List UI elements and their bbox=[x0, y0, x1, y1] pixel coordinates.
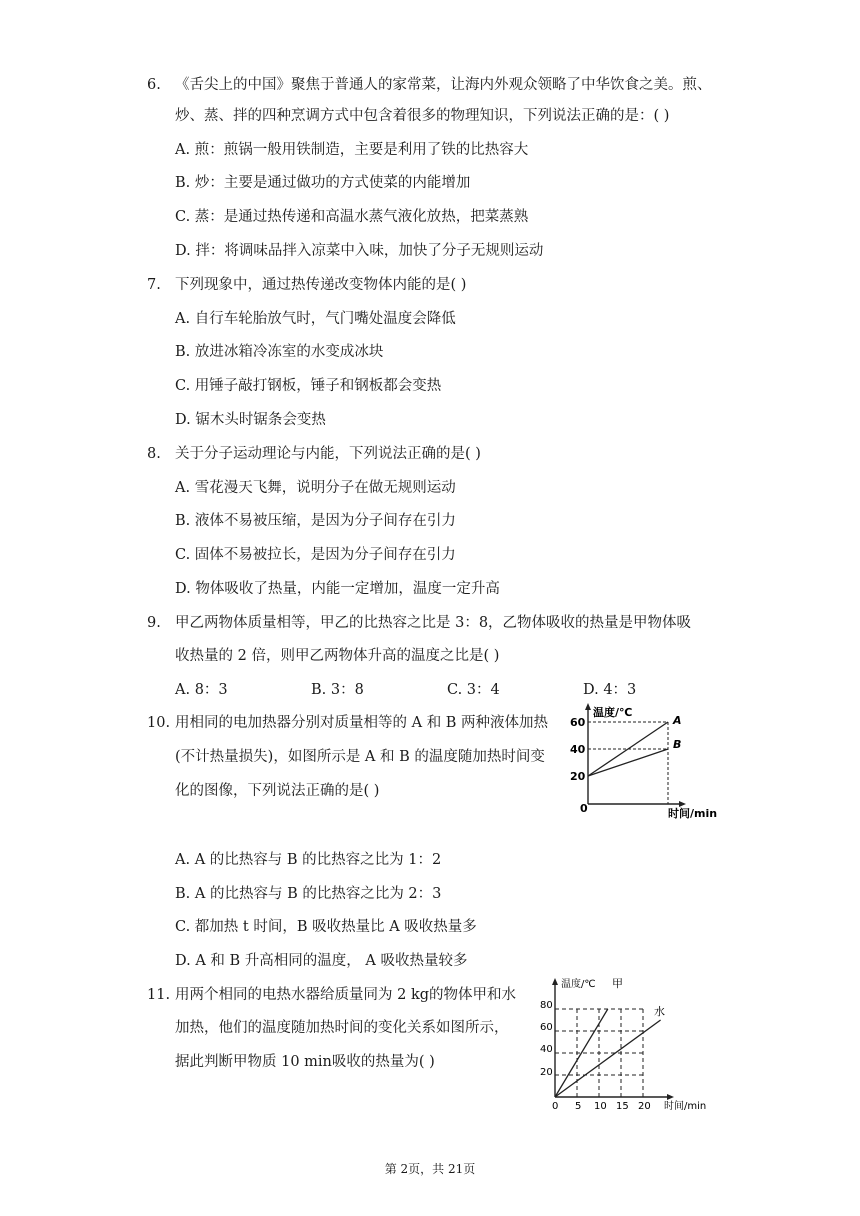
q11-y-tick-60: 60 bbox=[540, 1022, 553, 1033]
q9-stem-line2: 收热量的 2 倍，则甲乙两物体升高的温度之比是( ) bbox=[175, 648, 500, 664]
q9-option-b: B. 3：8 bbox=[311, 682, 364, 698]
q11-x-tick-10: 10 bbox=[594, 1101, 607, 1112]
q9-option-c: C. 3：4 bbox=[447, 682, 500, 698]
q8-option-a: A. 雪花漫天飞舞，说明分子在做无规则运动 bbox=[175, 480, 456, 496]
q11-y-tick-20: 20 bbox=[540, 1067, 553, 1078]
q11-temperature-chart bbox=[530, 975, 725, 1115]
q6-stem-line2: 炒、蒸、拌的四种烹调方式中包含着很多的物理知识，下列说法正确的是：( ) bbox=[175, 108, 670, 124]
q11-y-axis-label: 温度/℃ bbox=[561, 979, 596, 990]
page-footer: 第 2页，共 21页 bbox=[384, 1162, 476, 1176]
q11-number: 11. bbox=[147, 987, 171, 1003]
q10-x-axis-label: 时间/min bbox=[668, 807, 718, 820]
q6-number: 6. bbox=[147, 77, 161, 93]
q8-option-d: D. 物体吸收了热量，内能一定增加，温度一定升高 bbox=[175, 581, 500, 597]
q11-x-axis-label: 时间/min bbox=[664, 1101, 707, 1112]
q6-option-b: B. 炒：主要是通过做功的方式使菜的内能增加 bbox=[175, 175, 471, 191]
q7-option-d: D. 锯木头时锯条会变热 bbox=[175, 412, 326, 428]
q10-stem-line1: 用相同的电加热器分别对质量相等的 A 和 B 两种液体加热 bbox=[175, 715, 549, 731]
q11-x-tick-20: 20 bbox=[638, 1101, 651, 1112]
q6-stem-line1: 《舌尖上的中国》聚焦于普通人的家常菜，让海内外观众领略了中华饮食之美。煎、 bbox=[175, 77, 712, 93]
q11-stem-line3: 据此判断甲物质 10 min吸收的热量为( ) bbox=[175, 1054, 435, 1070]
q7-stem-line1: 下列现象中，通过热传递改变物体内能的是( ) bbox=[175, 277, 467, 293]
q11-series-jia-label: 甲 bbox=[612, 977, 623, 990]
q7-number: 7. bbox=[147, 277, 161, 293]
q11-x-tick-0: 0 bbox=[552, 1101, 559, 1112]
q7-option-b: B. 放进冰箱冷冻室的水变成冰块 bbox=[175, 344, 384, 360]
q10-stem-line3: 化的图像，下列说法正确的是( ) bbox=[175, 783, 380, 799]
q6-option-d: D. 拌：将调味品拌入凉菜中入味，加快了分子无规则运动 bbox=[175, 243, 544, 259]
q10-series-b-label: B bbox=[673, 738, 682, 751]
q8-stem-line1: 关于分子运动理论与内能，下列说法正确的是( ) bbox=[175, 446, 481, 462]
q9-option-d: D. 4：3 bbox=[583, 682, 637, 698]
q11-y-tick-40: 40 bbox=[540, 1044, 553, 1055]
q9-number: 9. bbox=[147, 615, 161, 631]
q10-y-tick-20: 20 bbox=[570, 770, 586, 783]
q10-series-a-label: A bbox=[673, 714, 682, 727]
q11-x-tick-5: 5 bbox=[575, 1101, 582, 1112]
q11-y-axis-arrow bbox=[552, 978, 558, 985]
q6-option-a: A. 煎：煎锅一般用铁制造，主要是利用了铁的比热容大 bbox=[175, 142, 529, 158]
q10-origin-label: 0 bbox=[580, 802, 588, 815]
q8-option-b: B. 液体不易被压缩，是因为分子间存在引力 bbox=[175, 513, 456, 529]
q9-option-a: A. 8：3 bbox=[175, 682, 228, 698]
q10-stem-line2: (不计热量损失)，如图所示是 A 和 B 的温度随加热时间变 bbox=[175, 749, 545, 765]
q9-stem-line1: 甲乙两物体质量相等，甲乙的比热容之比是 3：8，乙物体吸收的热量是甲物体吸 bbox=[175, 615, 692, 631]
q10-y-tick-40: 40 bbox=[570, 743, 586, 756]
q11-stem-line1: 用两个相同的电热水器给质量同为 2 kg的物体甲和水 bbox=[175, 987, 517, 1003]
q11-grid bbox=[555, 1009, 643, 1097]
q8-number: 8. bbox=[147, 446, 161, 462]
q7-option-a: A. 自行车轮胎放气时，气门嘴处温度会降低 bbox=[175, 311, 456, 327]
q11-series-shui-label: 水 bbox=[654, 1005, 665, 1018]
q11-x-tick-15: 15 bbox=[616, 1101, 629, 1112]
q6-option-c: C. 蒸：是通过热传递和高温水蒸气液化放热，把菜蒸熟 bbox=[175, 209, 529, 225]
q11-series-shui-line bbox=[555, 1020, 661, 1097]
q7-option-c: C. 用锤子敲打钢板，锤子和钢板都会变热 bbox=[175, 378, 442, 394]
q8-option-c: C. 固体不易被拉长，是因为分子间存在引力 bbox=[175, 547, 456, 563]
q10-y-axis-arrow bbox=[585, 703, 591, 710]
q10-option-d: D. A 和 B 升高相同的温度， A 吸收热量较多 bbox=[175, 953, 468, 969]
q11-x-axis-arrow bbox=[667, 1094, 674, 1100]
q10-option-c: C. 都加热 t 时间，B 吸收热量比 A 吸收热量多 bbox=[175, 919, 477, 935]
q10-temperature-chart bbox=[560, 700, 730, 820]
q10-series-b-line bbox=[588, 749, 668, 776]
q10-option-b: B. A 的比热容与 B 的比热容之比为 2：3 bbox=[175, 886, 442, 902]
q10-option-a: A. A 的比热容与 B 的比热容之比为 1：2 bbox=[175, 852, 442, 868]
q10-number: 10. bbox=[147, 715, 171, 731]
q11-stem-line2: 加热，他们的温度随加热时间的变化关系如图所示， bbox=[175, 1020, 509, 1036]
q10-y-tick-60: 60 bbox=[570, 716, 586, 729]
q11-y-tick-80: 80 bbox=[540, 1000, 553, 1011]
q10-y-axis-label: 温度/℃ bbox=[593, 706, 633, 719]
